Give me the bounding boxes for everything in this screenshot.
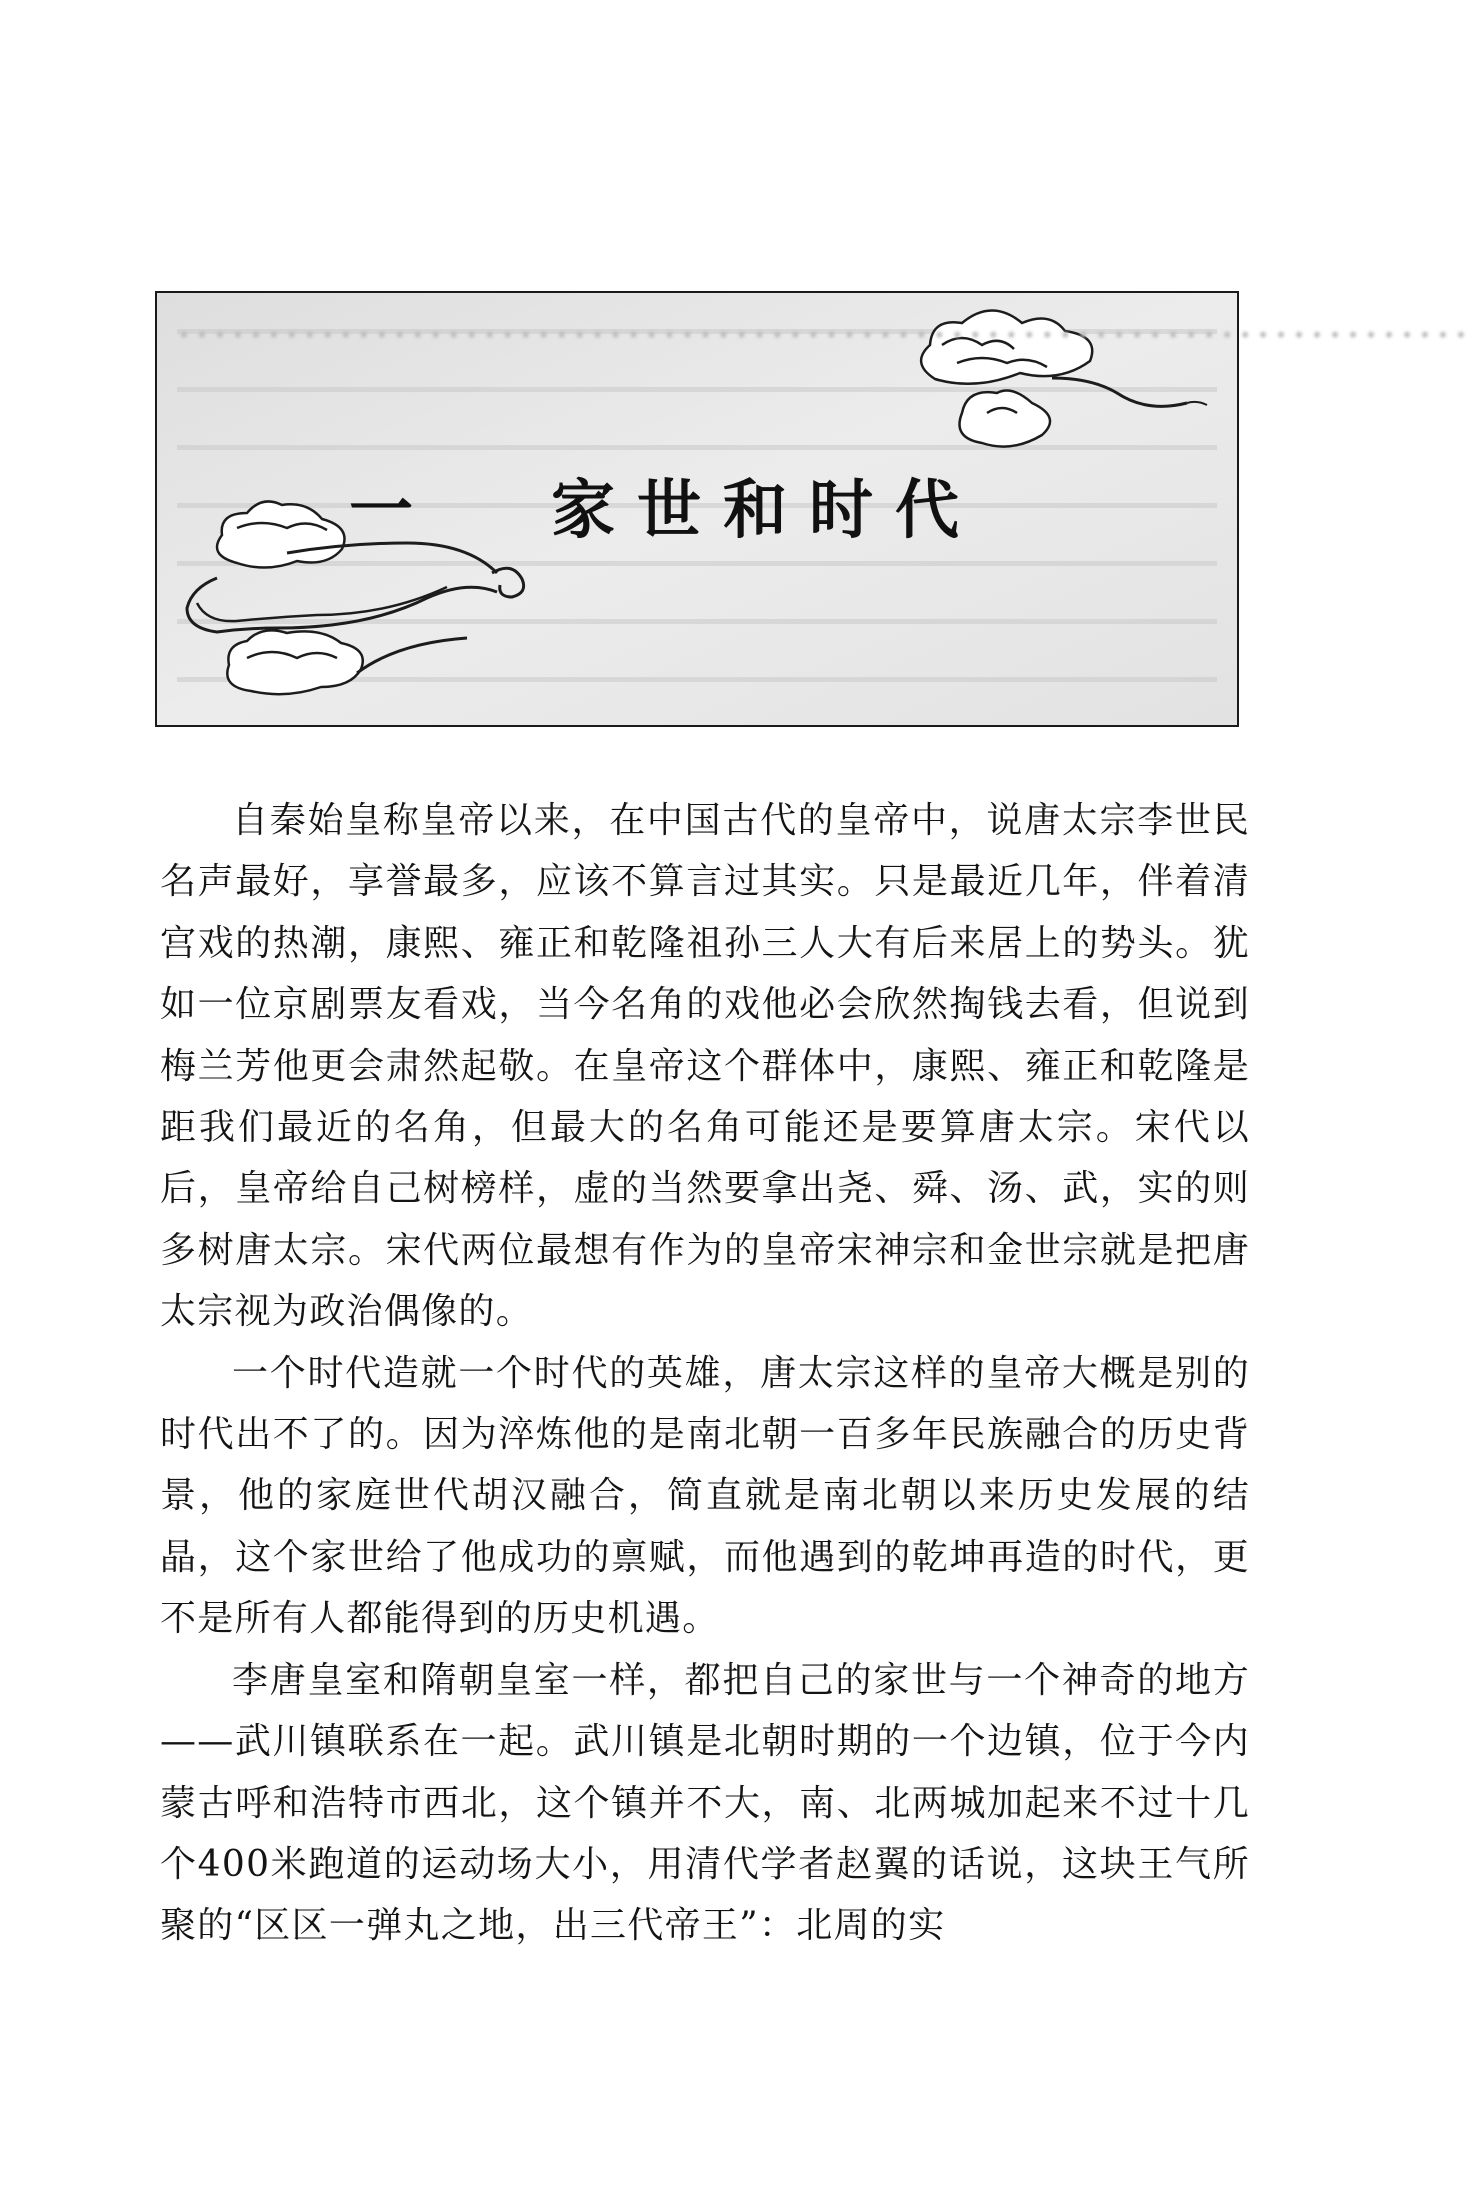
chapter-number: 一 <box>349 474 413 548</box>
chapter-title: 家世和时代 <box>551 474 981 548</box>
paragraph-2: 一个时代造就一个时代的英雄，唐太宗这样的皇帝大概是别的时代出不了的。因为淬炼他的是南北朝一百多年民族融合的历史背景，他的家庭世代胡汉融合，简直就是南北朝以来历史发展的结晶，这个家世给了他成功的禀赋，而他遇到的乾坤再造的时代，更不是所有人都能得到的历史机遇。 <box>160 1352 1250 1640</box>
background-faded-text: ········································································ <box>177 310 1472 361</box>
chapter-header-box <box>155 291 1472 727</box>
paragraph-3: 李唐皇室和隋朝皇室一样，都把自己的家世与一个神奇的地方——武川镇联系在一起。武川镇是北朝时期的一个边镇，位于今内蒙古呼和浩特市西北，这个镇并不大，南、北两城加起来不过十几个400米跑道的运动场大小，用清代学者赵翼的话说，这块王气所聚的“区区一弹丸之地，出三代帝王”：北周的实 <box>160 1659 1250 1947</box>
paragraph-1: 自秦始皇称皇帝以来，在中国古代的皇帝中，说唐太宗李世民名声最好，享誉最多，应该不算言过其实。只是最近几年，伴着清宫戏的热潮，康熙、雍正和乾隆祖孙三人大有后来居上的势头。犹如一位京剧票友看戏，当今名角的戏他必会欣然掏钱去看，但说到梅兰芳他更会肃然起敬。在皇帝这个群体中，康熙、雍正和乾隆是距我们最近的名角，但最大的名角可能还是要算唐太宗。宋代以后，皇帝给自己树榜样，虚的当然要拿出尧、舜、汤、武，实的则多树唐太宗。宋代两位最想有作为的皇帝宋神宗和金世宗就是把唐太宗视为政治偶像的。 <box>160 800 1250 1333</box>
body-text <box>160 790 1250 1957</box>
